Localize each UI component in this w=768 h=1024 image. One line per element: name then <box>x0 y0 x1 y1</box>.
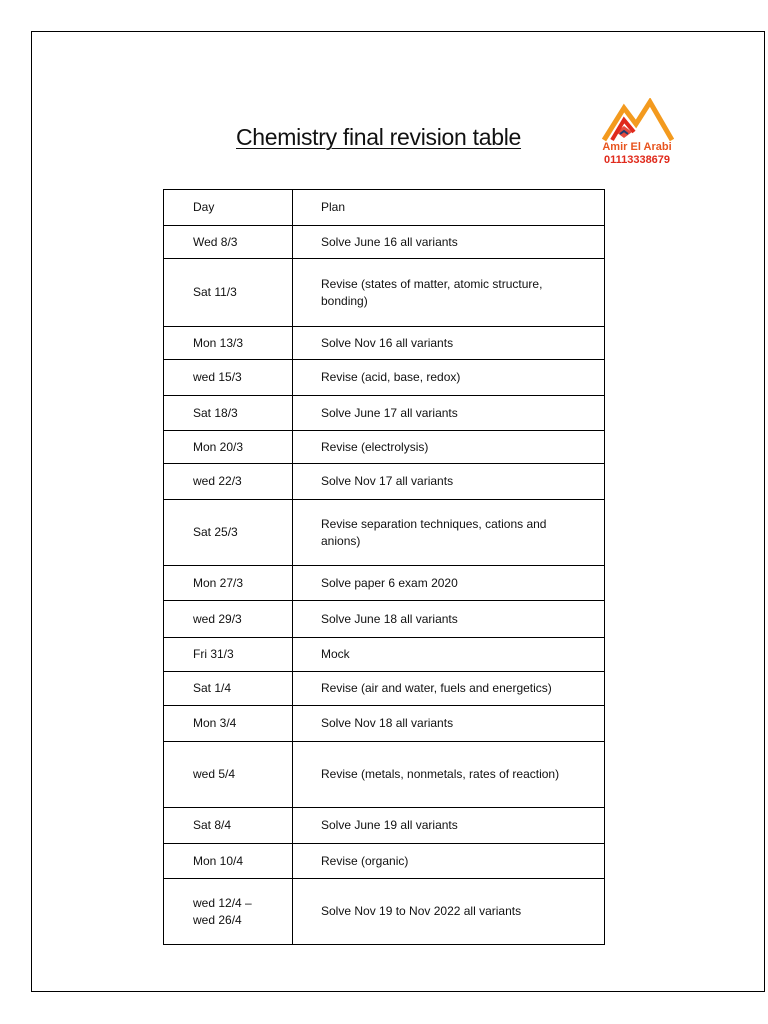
page-title: Chemistry final revision table <box>236 124 522 150</box>
row-day: Mon 10/4 <box>164 844 293 879</box>
logo-name: Amir El Arabi <box>602 141 672 153</box>
table-row <box>164 742 605 808</box>
row-day: wed 5/4 <box>164 742 293 808</box>
revision-table <box>163 189 605 945</box>
header-day: Day <box>164 190 293 226</box>
table-row <box>164 808 605 844</box>
table-header-row <box>164 190 605 226</box>
row-day: Mon 27/3 <box>164 566 293 601</box>
mountain-logo-icon <box>602 98 674 142</box>
row-day: wed 15/3 <box>164 360 293 396</box>
row-day: Sat 1/4 <box>164 672 293 706</box>
row-plan: Solve June 16 all variants <box>293 226 605 259</box>
table-row <box>164 879 605 945</box>
row-plan: Revise (acid, base, redox) <box>293 360 605 396</box>
row-plan: Mock <box>293 638 605 672</box>
row-plan: Solve June 19 all variants <box>293 808 605 844</box>
row-day: Wed 8/3 <box>164 226 293 259</box>
row-plan: Revise (metals, nonmetals, rates of reaction) <box>293 742 605 808</box>
row-day: Sat 8/4 <box>164 808 293 844</box>
row-plan: Revise (air and water, fuels and energetics) <box>293 672 605 706</box>
row-day: Sat 25/3 <box>164 500 293 566</box>
table-row <box>164 566 605 601</box>
row-day: wed 12/4 – wed 26/4 <box>164 879 293 945</box>
logo <box>598 98 678 174</box>
row-day: wed 22/3 <box>164 464 293 500</box>
table-row <box>164 396 605 431</box>
row-plan: Solve Nov 18 all variants <box>293 706 605 742</box>
table-row <box>164 706 605 742</box>
row-plan: Revise (states of matter, atomic structure, bonding) <box>293 259 605 327</box>
table-row <box>164 672 605 706</box>
row-day: Fri 31/3 <box>164 638 293 672</box>
table-row <box>164 464 605 500</box>
row-plan: Revise separation techniques, cations and anions) <box>293 500 605 566</box>
table-row <box>164 360 605 396</box>
row-plan: Solve June 18 all variants <box>293 601 605 638</box>
table-row <box>164 327 605 360</box>
row-day: Sat 11/3 <box>164 259 293 327</box>
table-row <box>164 259 605 327</box>
row-day: wed 29/3 <box>164 601 293 638</box>
row-day: Mon 13/3 <box>164 327 293 360</box>
row-plan: Solve paper 6 exam 2020 <box>293 566 605 601</box>
row-plan: Solve Nov 19 to Nov 2022 all variants <box>293 879 605 945</box>
row-plan: Solve Nov 16 all variants <box>293 327 605 360</box>
row-plan: Revise (organic) <box>293 844 605 879</box>
table-row <box>164 638 605 672</box>
table-row <box>164 500 605 566</box>
row-day: Mon 3/4 <box>164 706 293 742</box>
row-plan: Revise (electrolysis) <box>293 431 605 464</box>
table-row <box>164 226 605 259</box>
table-row <box>164 601 605 638</box>
row-day: Mon 20/3 <box>164 431 293 464</box>
logo-phone: 01113338679 <box>603 154 671 166</box>
row-plan: Solve Nov 17 all variants <box>293 464 605 500</box>
table-row <box>164 844 605 879</box>
table-row <box>164 431 605 464</box>
row-day: Sat 18/3 <box>164 396 293 431</box>
header-plan: Plan <box>293 190 605 226</box>
row-plan: Solve June 17 all variants <box>293 396 605 431</box>
